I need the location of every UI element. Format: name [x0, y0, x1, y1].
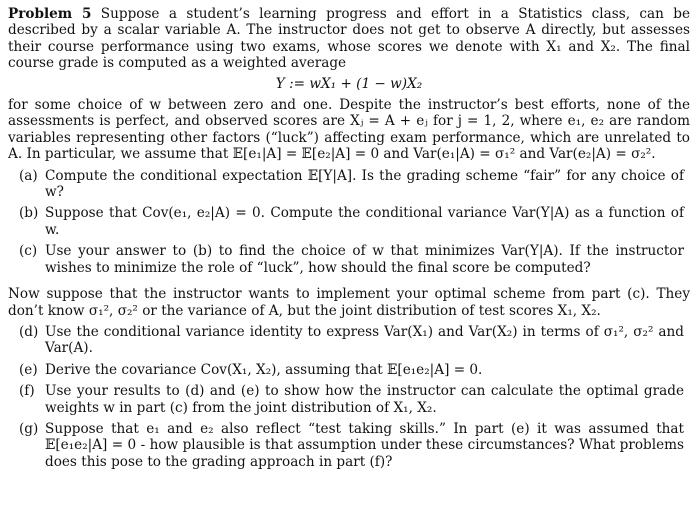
parts-list-second [8, 324, 690, 470]
part-label: (b) [19, 205, 39, 222]
part-b [8, 205, 690, 238]
problem-intro [8, 6, 690, 72]
part-text: Use your results to (d) and (e) to show how the instructor can calculate the optimal grade weights w in part (c) from the joint distribution of X₁, X₂. [45, 383, 684, 416]
part-label: (a) [19, 167, 38, 184]
grade-formula: Y := wX₁ + (1 − w)X₂ [275, 75, 423, 92]
part-f [8, 383, 690, 416]
part-label: (d) [19, 323, 39, 340]
part-label: (c) [19, 243, 38, 260]
followup-paragraph: Now suppose that the instructor wants to implement your optimal scheme from part (c). They don’t know σ₁², σ₂² or the variance of A, but the joint distribution of test scores X₁, X₂. [8, 286, 690, 319]
part-label: (f) [19, 383, 35, 400]
part-label: (g) [19, 420, 39, 437]
intro-text: Suppose a student’s learning progress and effort in a Statistics class, can be described by a scalar variable A. The instructor does not get to observe A directly, but assesses their course performance using two exams, whose scores we denote with X₁ and X₂. The final course grade is computed as a weighted average [8, 6, 690, 72]
part-g [8, 421, 690, 470]
part-text: Derive the covariance Cov(X₁, X₂), assuming that 𝔼[e₁e₂|A] = 0. [45, 361, 483, 378]
part-text: Use the conditional variance identity to express Var(X₁) and Var(X₂) in terms of σ₁², σ₂² and Var(A). [45, 323, 684, 357]
part-text: Suppose that Cov(e₁, e₂|A) = 0. Compute the conditional variance Var(Y|A) as a function of w. [45, 205, 684, 238]
part-a [8, 168, 690, 201]
part-text: Use your answer to (b) to find the choice of w that minimizes Var(Y|A). If the instructor wishes to minimize the role of “luck”, how should the final score be computed? [45, 243, 684, 276]
part-label: (e) [19, 361, 38, 378]
assumptions-paragraph: for some choice of w between zero and one. Despite the instructor’s best efforts, none of the assessments is perfect, and observed scores are Xⱼ = A + eⱼ for j = 1, 2, where e₁, e₂ are random variables representing other factors (“luck”) affecting exam performance, which are unrelated to A. In particular, we assume that 𝔼[e₁|A] = 𝔼[e₂|A] = 0 and Var(e₁|A) = σ₁² and Var(e₂|A) = σ₂². [8, 97, 690, 163]
part-text: Compute the conditional expectation 𝔼[Y|A]. Is the grading scheme “fair” for any choice of w? [45, 167, 684, 201]
part-e [8, 362, 690, 378]
part-c [8, 243, 690, 276]
parts-list-first [8, 168, 690, 276]
part-d [8, 324, 690, 357]
part-text: Suppose that e₁ and e₂ also reflect “test taking skills.” In part (e) it was assumed that 𝔼[e₁e₂|A] = 0 - how plausible is that assumption under these circumstances? What problems does this pose to the grading approach in part (f)? [45, 420, 684, 470]
problem-title: Problem 5 [8, 6, 92, 22]
